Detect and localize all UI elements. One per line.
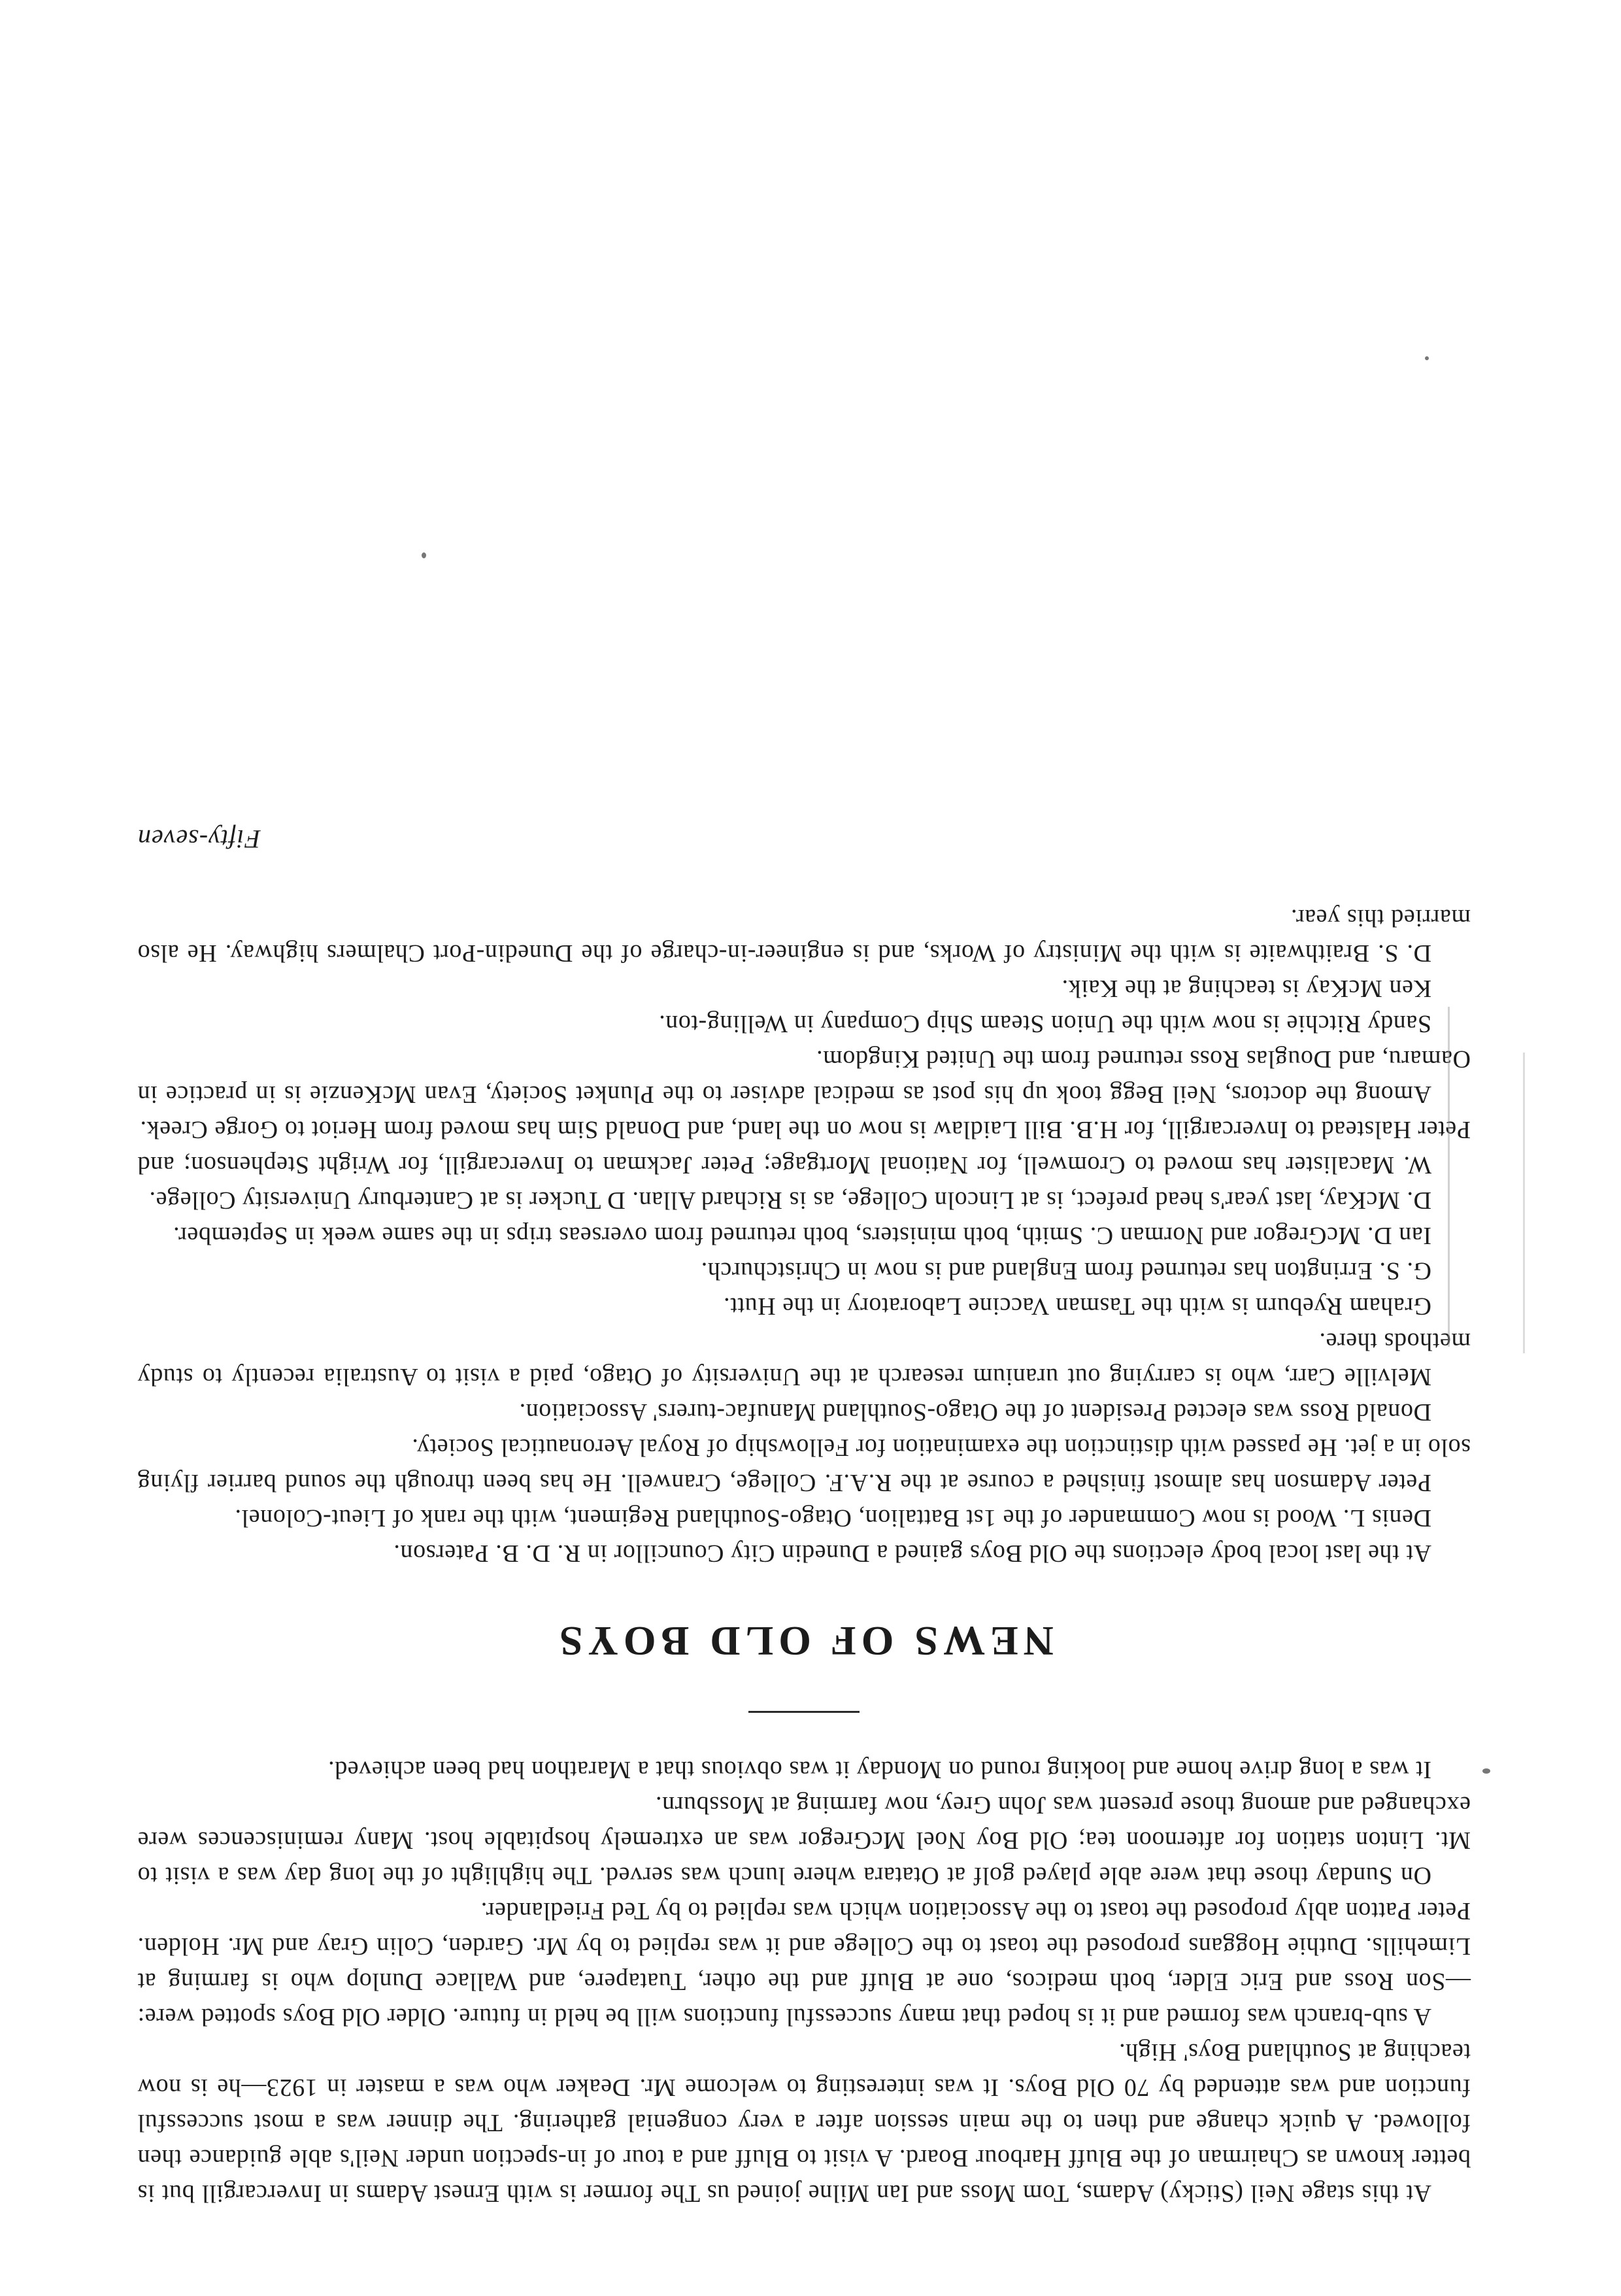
news-item: Ken McKay is teaching at the Kaik.: [1061, 975, 1431, 1002]
scan-speck: [1425, 356, 1429, 360]
news-item: Among the doctors, Neil Begg took up his post as medical adviser to the Plunket Society, Evan McKenzie is in practice in Oamaru, and Douglas Ross returned from the United Kingdom.: [137, 1045, 1471, 1108]
paragraph-adams-visit: At this stage Neil (Sticky) Adams, Tom Moss and Ian Milne joined us The former is with Ernest Adams in Invercargill but is better known as Chairman of the Bluff Harbour Board. A visit to Bluff and a tour of in-spection under Neil's able guidance then followed. A quick change and then to the main session after a very congenial gathering. The dinner was a most successful function and was attended by 70 Old Boys. It was interesting to welcome Mr. Deaker who was a master in 1923—he is now teaching at Southland Boys' High.: [137, 2038, 1471, 2207]
scan-margin-mark: [1448, 1007, 1450, 1347]
news-item: Peter Adamson has almost finished a course at the R.A.F. College, Cranwell. He has been through the sound barrier flying solo in a jet. He passed with distinction the examination for Fellowship of Royal Aeronautical Society.: [137, 1434, 1471, 1496]
scan-margin-mark: [1523, 1053, 1525, 1353]
news-item: Ian D. McGregor and Norman C. Smith, both ministers, both returned from overseas trips in the same week in September.: [173, 1222, 1431, 1249]
news-item: G. S. Errington has returned from England and is now in Christchurch.: [701, 1257, 1431, 1285]
news-item: At the last local body elections the Old Boys gained a Dunedin City Councillor in R. D. B. Paterson.: [393, 1540, 1431, 1567]
news-item: D. S. Braithwaite is with the Ministry of Works, and is engineer-in-charge of the Dunedin-Port Chalmers highway. He also married this year.: [137, 904, 1471, 967]
scan-speck: [1482, 1768, 1490, 1774]
news-item: Graham Ryeburn is with the Tasman Vaccine Laboratory in the Hutt.: [723, 1292, 1431, 1320]
news-item: Melville Carr, who is carrying out uranium research at the University of Otago, paid a visit to Australia recently to study methods there.: [137, 1328, 1471, 1391]
news-item: D. McKay, last year's head prefect, is at Lincoln College, as is Richard Allan. D Tucker is at Canterbury University College.: [148, 1187, 1431, 1214]
news-item: W. Macalister has moved to Cromwell, for National Mortgage; Peter Jackman to Invercargill, for Wright Stephenson; and Peter Halstead to Invercargill, for H.B. Bill Laidlaw is now on the land, and Donald Sim has moved from Heriot to Gorge Creek.: [137, 1116, 1471, 1179]
section-heading: NEWS OF OLD BOYS: [554, 1618, 1054, 1664]
news-item: Denis L. Wood is now Commander of the 1st Battalion, Otago-Southland Regiment, with the rank of Lieut-Colonel.: [234, 1504, 1431, 1532]
scan-speck: [422, 552, 426, 558]
page-folio: Fifty-seven: [137, 824, 261, 854]
paragraph-long-drive: It was a long drive home and looking round on Monday it was obvious that a Marathon had been achieved.: [327, 1756, 1431, 1783]
paragraph-sunday-golf: On Sunday those that were able played golf at Otatara where lunch was served. The highlight of the long day was a visit to Mt. Linton station for afternoon tea; Old Boy Noel McGregor was an extremely hospitable host. Many reminiscences were exchanged and among those present was John Grey, now farming at Mossburn.: [137, 1791, 1471, 1889]
news-item: Sandy Ritchie is now with the Union Steam Ship Company in Welling-ton.: [658, 1010, 1431, 1038]
news-item: Donald Ross was elected President of the Otago-Southland Manufac-turers' Association.: [519, 1398, 1431, 1426]
paragraph-sub-branch: A sub-branch was formed and it is hoped that many successful functions will be held in future. Older Old Boys spotted were:—Son Ross and Eric Elder, both medicos, one at Bluff and the other, Tuatapere, and Wallace Dunlop who is farming at Limehills. Duthie Hoggans proposed the toast to the College and it was replied to by Mr. Garden, Colin Gray and Mr. Holden. Peter Patton ably proposed the toast to the Association which was replied to by Ted Friedlander.: [137, 1897, 1471, 2031]
section-divider: [748, 1711, 860, 1713]
text-column: [137, 824, 1471, 2211]
